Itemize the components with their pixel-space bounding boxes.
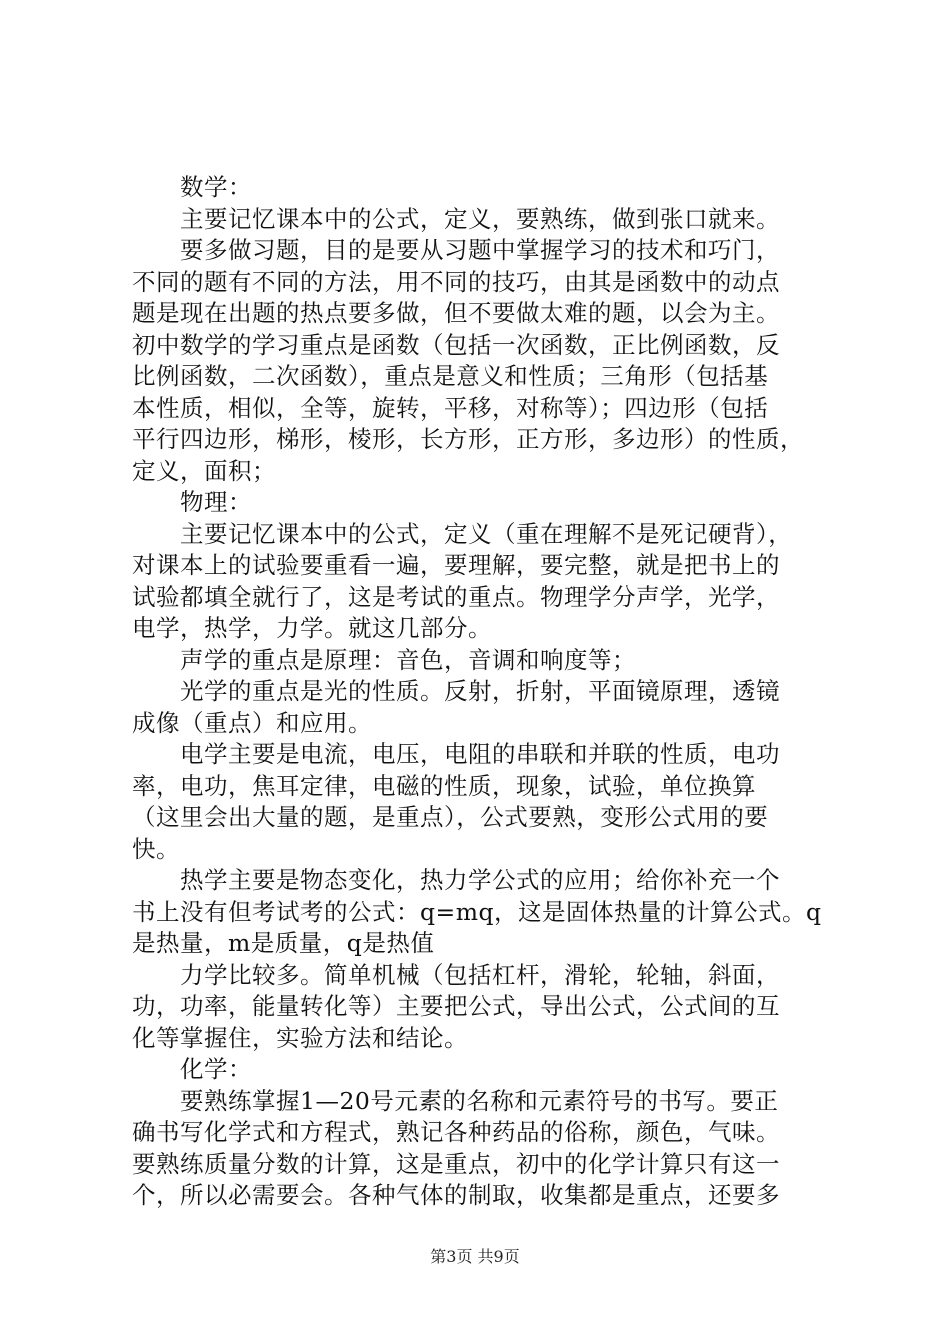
text-line: 不同的题有不同的方法，用不同的技巧，由其是函数中的动点 bbox=[132, 267, 780, 296]
text-line: 化学： bbox=[180, 1055, 252, 1083]
text-line: 率，电功，焦耳定律，电磁的性质，现象，试验，单位换算 bbox=[132, 771, 756, 800]
text-line: 确书写化学式和方程式，熟记各种药品的俗称，颜色，气味。 bbox=[132, 1118, 780, 1146]
text-line: 快。 bbox=[132, 834, 180, 863]
text-line: 要多做习题，目的是要从习题中掌握学习的技术和巧门， bbox=[180, 236, 780, 264]
text-line: 试验都填全就行了，这是考试的重点。物理学分声学，光学， bbox=[132, 582, 780, 611]
text-line: （这里会出大量的题，是重点），公式要熟，变形公式用的要 bbox=[132, 803, 769, 831]
text-line: 电学，热学，力学。就这几部分。 bbox=[132, 614, 492, 642]
text-line: 化等掌握住，实验方法和结论。 bbox=[132, 1023, 468, 1052]
text-line: 数学： bbox=[180, 173, 252, 201]
text-line: 力学比较多。简单机械（包括杠杆，滑轮，轮轴，斜面， bbox=[180, 960, 780, 989]
text-line: 主要记忆课本中的公式，定义（重在理解不是死记硬背）， bbox=[180, 519, 793, 548]
page-footer: 第3页 共9页 bbox=[430, 1247, 520, 1266]
document-body bbox=[132, 172, 832, 1212]
text-line: 声学的重点是原理：音色，音调和响度等； bbox=[180, 645, 636, 674]
text-line: 平行四边形，梯形，棱形，长方形，正方形，多边形）的性质， bbox=[132, 425, 804, 453]
text-line: 主要记忆课本中的公式，定义，要熟练，做到张口就来。 bbox=[180, 204, 780, 233]
text-line: 功，功率，能量转化等）主要把公式，导出公式，公式间的互 bbox=[132, 992, 780, 1020]
text-line: 物理： bbox=[180, 488, 252, 516]
text-line: 定义，面积； bbox=[132, 456, 276, 485]
text-line: 个，所以必需要会。各种气体的制取，收集都是重点，还要多 bbox=[132, 1181, 780, 1209]
text-line: 是热量，m是质量，q是热值 bbox=[132, 929, 435, 957]
text-line: 本性质，相似，全等，旋转，平移，对称等）；四边形（包括 bbox=[132, 393, 769, 422]
text-line: 热学主要是物态变化，热力学公式的应用；给你补充一个 bbox=[180, 866, 780, 894]
text-line: 光学的重点是光的性质。反射，折射，平面镜原理，透镜 bbox=[180, 677, 780, 705]
text-line: 成像（重点）和应用。 bbox=[132, 708, 372, 737]
text-line: 要熟练质量分数的计算，这是重点，初中的化学计算只有这一 bbox=[132, 1149, 780, 1178]
text-line: 对课本上的试验要重看一遍，要理解，要完整，就是把书上的 bbox=[132, 551, 780, 579]
text-line: 书上没有但考试考的公式：q=mq，这是固体热量的计算公式。q bbox=[132, 897, 822, 926]
text-line: 题是现在出题的热点要多做，但不要做太难的题，以会为主。 bbox=[132, 299, 780, 327]
text-line: 电学主要是电流，电压，电阻的串联和并联的性质，电功 bbox=[180, 740, 780, 768]
text-line: 初中数学的学习重点是函数（包括一次函数，正比例函数，反 bbox=[132, 330, 780, 359]
text-line: 比例函数，二次函数），重点是意义和性质；三角形（包括基 bbox=[132, 362, 769, 390]
text-line: 要熟练掌握1—20号元素的名称和元素符号的书写。要正 bbox=[180, 1086, 779, 1115]
